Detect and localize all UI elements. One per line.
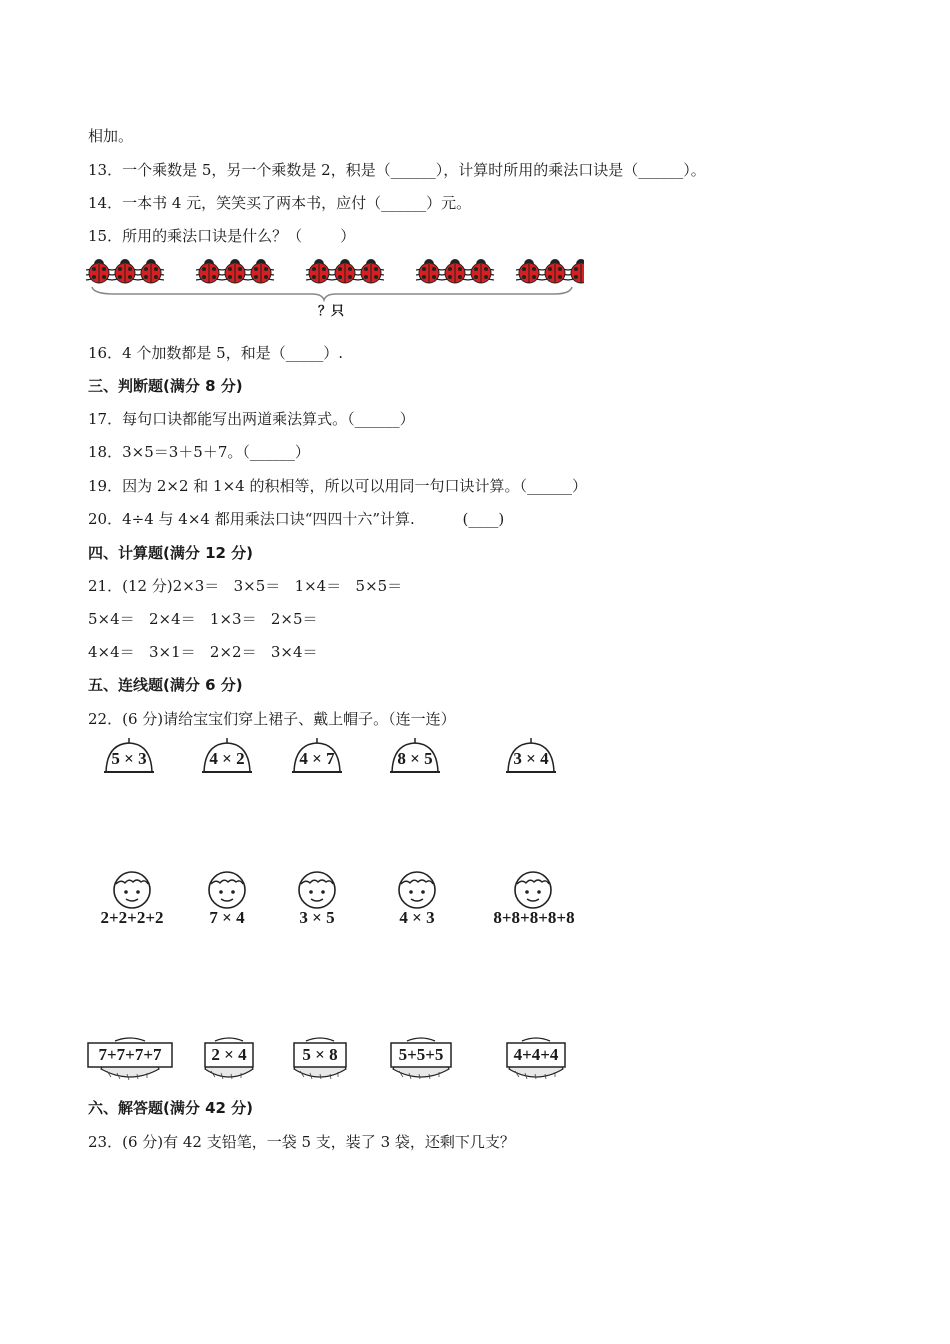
baby-face-icon — [296, 870, 338, 910]
section-6-heading: 六、解答题(满分 42 分) — [88, 1099, 254, 1117]
baby-expression-5: 8+8+8+8+8 — [493, 908, 575, 927]
hat-label: 3 × 4 — [513, 749, 549, 768]
question-22: 22．(6 分)请给宝宝们穿上裙子、戴上帽子。（连一连） — [88, 710, 456, 728]
question-16: 16．4 个加数都是 5，和是（_____）. — [88, 344, 343, 362]
ladybug-icon — [222, 259, 248, 283]
baby-face-icon — [111, 870, 153, 910]
hat-4 — [389, 738, 441, 780]
baby-expression-3: 3 × 5 — [299, 908, 335, 927]
ladybug-icon — [86, 259, 112, 283]
baby-expression-2: 7 × 4 — [209, 908, 245, 927]
question-18: 18．3×5＝3＋5＋7。（______） — [88, 443, 310, 461]
hat-5 — [505, 738, 557, 780]
hat-2 — [201, 738, 253, 780]
ladybug-icon — [358, 259, 384, 283]
ladybug-icon — [138, 259, 164, 283]
skirt-5 — [505, 1033, 567, 1085]
hat-label: 8 × 5 — [397, 749, 433, 768]
skirt-4 — [389, 1033, 453, 1085]
question-14: 14．一本书 4 元，笑笑买了两本书，应付（______）元。 — [88, 194, 472, 212]
ladybug-icon — [516, 259, 542, 283]
section-3-heading: 三、判断题(满分 8 分) — [88, 377, 243, 395]
hat-label: 5 × 3 — [111, 749, 147, 768]
baby-expression-4: 4 × 3 — [399, 908, 435, 927]
baby-face-icon — [396, 870, 438, 910]
ladybug-icon — [468, 259, 494, 283]
skirt-3 — [290, 1033, 350, 1085]
ladybug-icon — [112, 259, 138, 283]
baby-expression-1: 2+2+2+2 — [100, 908, 164, 927]
baby-face-icon — [206, 870, 248, 910]
baby-face-icon — [512, 870, 554, 910]
skirt-1 — [87, 1033, 173, 1085]
skirt-2 — [201, 1033, 257, 1085]
ladybug-icon — [542, 259, 568, 283]
question-21-row-1: 21．(12 分)2×3＝ 3×5＝ 1×4＝ 5×5＝ — [88, 577, 403, 595]
skirt-label: 5+5+5 — [398, 1045, 444, 1064]
question-19: 19．因为 2×2 和 1×4 的积相等，所以可以用同一句口诀计算。（______） — [88, 477, 587, 495]
ladybug-icon — [416, 259, 442, 283]
skirt-label: 7+7+7+7 — [98, 1045, 162, 1064]
ladybug-icon — [568, 259, 584, 283]
question-13: 13．一个乘数是 5，另一个乘数是 2，积是（______），计算时所用的乘法口诀是（______）。 — [88, 161, 706, 179]
question-21-row-2: 5×4＝ 2×4＝ 1×3＝ 2×5＝ — [88, 610, 318, 628]
ladybug-icon — [442, 259, 468, 283]
hat-3 — [291, 738, 343, 780]
ladybug-icon — [196, 259, 222, 283]
ladybug-icon — [332, 259, 358, 283]
skirt-label: 2 × 4 — [211, 1045, 247, 1064]
section-5-heading: 五、连线题(满分 6 分) — [88, 676, 243, 694]
question-20: 20．4÷4 与 4×4 都用乘法口诀“四四十六”计算. (____) — [88, 510, 505, 528]
skirt-label: 4+4+4 — [513, 1045, 559, 1064]
ladybug-icon — [306, 259, 332, 283]
section-4-heading: 四、计算题(满分 12 分) — [88, 544, 254, 562]
question-17: 17．每句口诀都能写出两道乘法算式。（______） — [88, 410, 415, 428]
hat-1 — [103, 738, 155, 780]
question-23: 23．(6 分)有 42 支铅笔，一袋 5 支，装了 3 袋，还剩下几支？ — [88, 1133, 515, 1151]
brace-label: ？只 — [318, 304, 345, 319]
hat-label: 4 × 7 — [299, 749, 335, 768]
question-21-row-3: 4×4＝ 3×1＝ 2×2＝ 3×4＝ — [88, 643, 318, 661]
skirt-label: 5 × 8 — [302, 1045, 338, 1064]
question-15: 15．所用的乘法口诀是什么？（ ） — [88, 227, 356, 245]
text-continuation: 相加。 — [88, 127, 134, 145]
hat-label: 4 × 2 — [209, 749, 245, 768]
ladybug-icon — [248, 259, 274, 283]
